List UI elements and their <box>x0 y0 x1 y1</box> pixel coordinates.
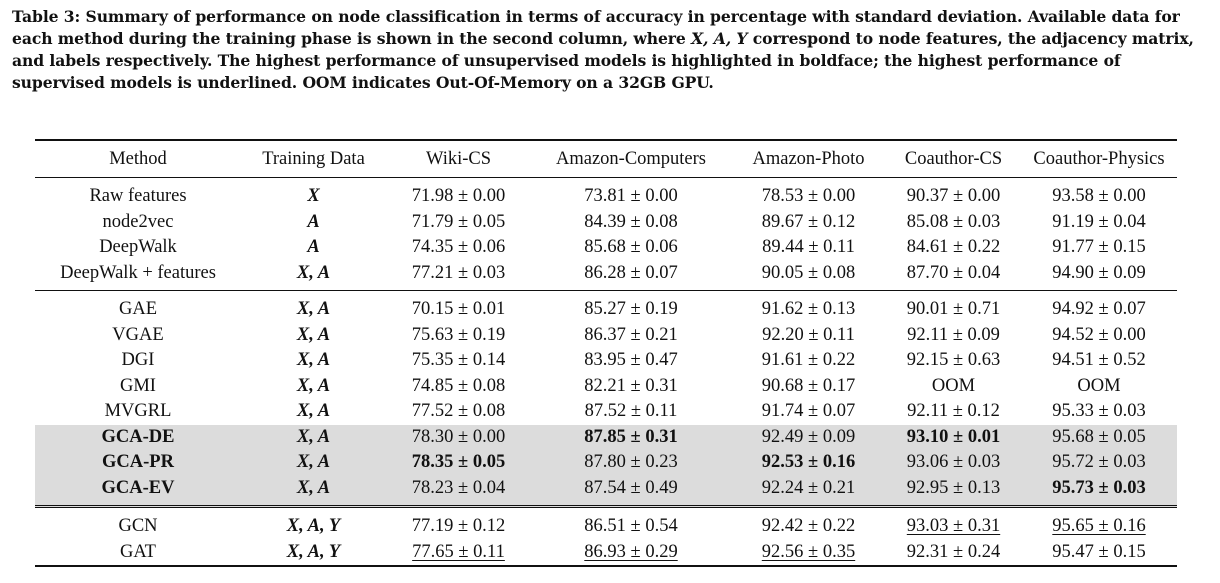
training-data-cell: X, A <box>241 425 386 451</box>
training-data-cell: X <box>307 186 320 207</box>
training-data-cell: X, A <box>296 401 331 422</box>
value-cell: 94.92 ± 0.07 <box>1052 299 1146 320</box>
table-row-highlighted <box>35 450 1177 476</box>
method-cell: DGI <box>121 350 155 371</box>
value-cell: 91.77 ± 0.15 <box>1052 237 1146 258</box>
value-cell-best-supervised: 77.65 ± 0.11 <box>412 541 505 562</box>
value-cell: 95.72 ± 0.03 <box>1021 450 1177 476</box>
value-cell-best-supervised: 95.65 ± 0.16 <box>1052 516 1146 537</box>
table-row <box>35 399 1177 425</box>
value-cell: 93.58 ± 0.00 <box>1052 186 1146 207</box>
method-cell: GMI <box>120 375 156 396</box>
value-cell: 92.20 ± 0.11 <box>762 324 855 345</box>
training-data-cell: X, A <box>241 450 386 476</box>
value-cell-best-supervised: 92.56 ± 0.35 <box>761 541 856 562</box>
value-cell: 86.28 ± 0.07 <box>584 262 678 283</box>
header-coauthor-physics: Coauthor-Physics <box>1033 148 1165 169</box>
value-cell: 85.08 ± 0.03 <box>906 211 1001 232</box>
table-row <box>35 507 1177 540</box>
caption-label: Table 3: <box>12 7 81 26</box>
method-cell: DeepWalk <box>99 237 177 258</box>
value-cell: 92.11 ± 0.09 <box>907 324 1000 345</box>
value-cell: 84.39 ± 0.08 <box>584 211 678 232</box>
value-cell: 75.35 ± 0.14 <box>411 350 506 371</box>
value-cell: 78.23 ± 0.04 <box>386 476 531 507</box>
header-wiki-cs: Wiki-CS <box>425 148 492 169</box>
training-data-cell: X, A <box>296 324 331 345</box>
training-data-cell: X, A <box>296 299 331 320</box>
method-cell: Raw features <box>89 186 187 207</box>
method-cell: GCN <box>118 516 158 537</box>
value-cell: 90.68 ± 0.17 <box>761 375 856 396</box>
value-cell: 77.19 ± 0.12 <box>411 516 506 537</box>
table-row <box>35 540 1177 567</box>
table-caption <box>12 6 1208 94</box>
value-cell: 89.67 ± 0.12 <box>761 211 856 232</box>
table-row <box>35 261 1177 291</box>
value-cell: 71.79 ± 0.05 <box>411 211 506 232</box>
method-cell: node2vec <box>102 211 174 232</box>
value-cell: 92.95 ± 0.13 <box>886 476 1021 507</box>
table-row <box>35 323 1177 349</box>
value-cell: 94.52 ± 0.00 <box>1052 324 1146 345</box>
value-cell: 73.81 ± 0.00 <box>584 186 678 207</box>
value-cell: 78.30 ± 0.00 <box>386 425 531 451</box>
value-cell-best: 95.73 ± 0.03 <box>1021 476 1177 507</box>
value-cell: 87.54 ± 0.49 <box>531 476 731 507</box>
value-cell: 92.24 ± 0.21 <box>731 476 886 507</box>
value-cell: 78.53 ± 0.00 <box>761 186 856 207</box>
value-cell: 87.70 ± 0.04 <box>906 262 1001 283</box>
header-method: Method <box>109 148 167 169</box>
value-cell: 77.21 ± 0.03 <box>411 262 506 283</box>
method-cell: VGAE <box>112 324 164 345</box>
value-cell: 90.01 ± 0.71 <box>906 299 1001 320</box>
method-cell: MVGRL <box>104 401 172 422</box>
value-cell: 77.52 ± 0.08 <box>411 401 506 422</box>
value-cell: 85.68 ± 0.06 <box>584 237 678 258</box>
value-cell: 95.47 ± 0.15 <box>1052 541 1146 562</box>
header-amazon-photo: Amazon-Photo <box>752 148 865 169</box>
value-cell: 94.90 ± 0.09 <box>1052 262 1146 283</box>
value-cell: 91.19 ± 0.04 <box>1052 211 1146 232</box>
caption-vars: X, A, Y <box>691 29 748 48</box>
value-cell: 91.61 ± 0.22 <box>761 350 856 371</box>
method-cell: DeepWalk + features <box>60 262 216 283</box>
value-cell: 89.44 ± 0.11 <box>762 237 855 258</box>
value-cell: 87.52 ± 0.11 <box>584 401 678 422</box>
value-cell: 92.49 ± 0.09 <box>731 425 886 451</box>
results-table-wrapper <box>35 139 1177 567</box>
value-cell: 74.35 ± 0.06 <box>411 237 506 258</box>
table-row-highlighted <box>35 476 1177 507</box>
header-training-data: Training Data <box>262 148 365 169</box>
value-cell: 91.62 ± 0.13 <box>761 299 856 320</box>
value-cell: 95.33 ± 0.03 <box>1052 401 1146 422</box>
method-cell: GAT <box>120 541 156 562</box>
training-data-cell: X, A <box>296 350 331 371</box>
value-cell: 84.61 ± 0.22 <box>906 237 1001 258</box>
header-row <box>35 140 1177 178</box>
training-data-cell: X, A <box>296 375 331 396</box>
value-cell: 87.80 ± 0.23 <box>531 450 731 476</box>
value-cell: 92.11 ± 0.12 <box>907 401 1000 422</box>
value-cell: 75.63 ± 0.19 <box>411 324 506 345</box>
results-table <box>35 139 1177 567</box>
value-cell: 92.42 ± 0.22 <box>761 516 856 537</box>
value-cell: 93.06 ± 0.03 <box>886 450 1021 476</box>
value-cell: 83.95 ± 0.47 <box>584 350 678 371</box>
value-cell: 94.51 ± 0.52 <box>1052 350 1146 371</box>
table-row <box>35 178 1177 210</box>
method-cell: GCA-PR <box>35 450 241 476</box>
method-cell: GCA-DE <box>35 425 241 451</box>
value-cell-best: 93.10 ± 0.01 <box>886 425 1021 451</box>
value-cell: 90.37 ± 0.00 <box>906 186 1001 207</box>
value-cell: 85.27 ± 0.19 <box>584 299 678 320</box>
value-cell-best: 92.53 ± 0.16 <box>731 450 886 476</box>
caption-text-1: Summary of performance on node classification in terms of accuracy in percentage with standard deviation. Available data for each method during the training phase is shown in the second column, where <box>12 7 1180 48</box>
value-cell: OOM <box>931 375 976 396</box>
value-cell: 90.05 ± 0.08 <box>761 262 856 283</box>
value-cell: 70.15 ± 0.01 <box>411 299 506 320</box>
table-row <box>35 374 1177 400</box>
value-cell: 95.68 ± 0.05 <box>1021 425 1177 451</box>
table-row <box>35 291 1177 323</box>
training-data-cell: X, A <box>241 476 386 507</box>
value-cell: 91.74 ± 0.07 <box>761 401 856 422</box>
table-row <box>35 210 1177 236</box>
value-cell-best: 78.35 ± 0.05 <box>386 450 531 476</box>
value-cell: 92.31 ± 0.24 <box>906 541 1001 562</box>
caption-text-2: correspond to node features, the adjacency matrix, and labels respectively. The highest performance of unsupervised models is highlighted in boldface; the highest performance of supervised models is underlined. OOM indicates Out-Of-Memory on a 32GB GPU. <box>12 29 1194 92</box>
value-cell-best: 87.85 ± 0.31 <box>531 425 731 451</box>
method-cell: GCA-EV <box>35 476 241 507</box>
table-row <box>35 348 1177 374</box>
value-cell: 86.37 ± 0.21 <box>584 324 678 345</box>
table-row <box>35 235 1177 261</box>
value-cell-best-supervised: 86.93 ± 0.29 <box>584 541 678 562</box>
header-coauthor-cs: Coauthor-CS <box>904 148 1003 169</box>
method-cell: GAE <box>118 299 158 320</box>
value-cell: OOM <box>1077 375 1121 396</box>
training-data-cell: X, A, Y <box>286 541 341 562</box>
value-cell: 82.21 ± 0.31 <box>584 375 678 396</box>
training-data-cell: A <box>307 211 320 232</box>
value-cell-best-supervised: 93.03 ± 0.31 <box>906 516 1001 537</box>
value-cell: 92.15 ± 0.63 <box>906 350 1001 371</box>
training-data-cell: A <box>307 237 320 258</box>
header-amazon-computers: Amazon-Computers <box>555 148 707 169</box>
training-data-cell: X, A <box>296 262 331 283</box>
value-cell: 86.51 ± 0.54 <box>584 516 678 537</box>
table-row-highlighted <box>35 425 1177 451</box>
training-data-cell: X, A, Y <box>286 516 341 537</box>
value-cell: 71.98 ± 0.00 <box>411 186 506 207</box>
value-cell: 74.85 ± 0.08 <box>411 375 506 396</box>
